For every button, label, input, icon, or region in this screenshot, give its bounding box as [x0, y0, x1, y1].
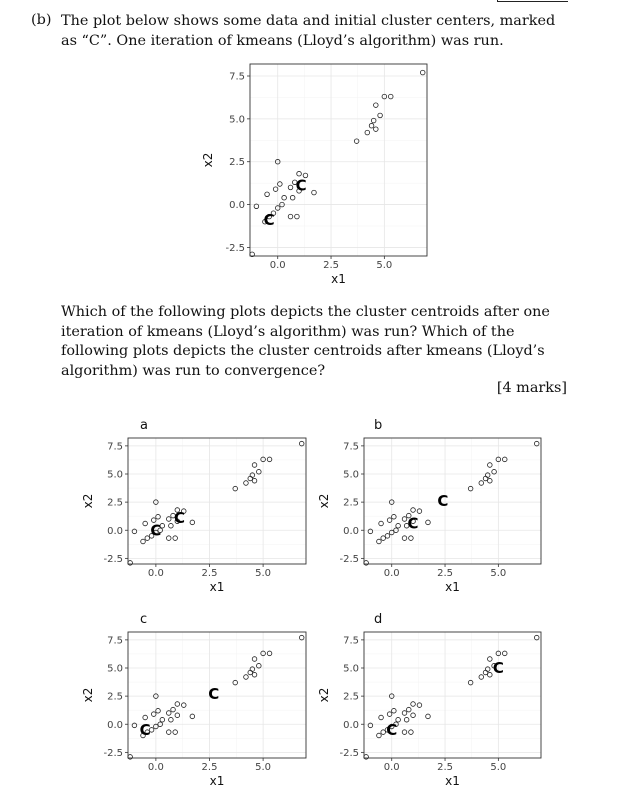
data-point: [402, 517, 407, 522]
x-axis-label: x1: [331, 272, 346, 286]
y-tick-label: 7.5: [343, 441, 359, 453]
marks-label: [4 marks]: [496, 380, 567, 396]
x-tick-label: 0.0: [383, 762, 400, 773]
data-point: [364, 755, 369, 760]
data-point: [252, 478, 257, 483]
y-tick-label: 7.5: [107, 441, 123, 453]
data-point: [402, 711, 407, 716]
data-point: [396, 523, 401, 528]
question-intro: The plot below shows some data and initial cluster centers, marked as “C”. One iteration of kmeans (Lloyd’s algorithm) was run.: [61, 13, 556, 49]
data-point: [377, 733, 382, 738]
plot-frame: [128, 438, 306, 564]
x-tick-label: 2.5: [437, 762, 453, 773]
data-point: [278, 182, 283, 187]
scatter-panel-c: [81, 612, 306, 788]
data-point: [417, 703, 422, 708]
y-axis-label: x2: [81, 687, 95, 703]
data-point: [420, 70, 425, 75]
panel-title: c: [140, 612, 148, 627]
y-tick-label: 5.0: [107, 663, 123, 675]
y-tick-label: 5.0: [107, 469, 123, 481]
y-tick-label: -2.5: [103, 747, 123, 759]
data-point: [468, 486, 473, 491]
data-point: [411, 713, 416, 718]
data-point: [267, 651, 272, 656]
cluster-center: C: [208, 684, 220, 703]
data-point: [252, 672, 257, 677]
data-point: [156, 708, 161, 713]
data-point: [244, 481, 249, 486]
data-point: [492, 469, 497, 474]
x-tick-label: 5.0: [490, 568, 507, 579]
x-tick-label: 2.5: [201, 762, 218, 773]
x-tick-label: 2.5: [323, 260, 339, 271]
data-point: [406, 707, 411, 712]
data-point: [409, 730, 414, 735]
x-tick-label: 2.5: [437, 568, 453, 579]
data-point: [265, 192, 270, 197]
data-point: [534, 635, 539, 640]
y-tick-label: 5.0: [343, 469, 359, 481]
data-point: [151, 712, 156, 717]
data-point: [387, 518, 392, 523]
y-tick-label: 5.0: [229, 114, 245, 126]
data-point: [483, 476, 488, 481]
data-point: [488, 672, 493, 677]
data-point: [190, 714, 195, 719]
data-point: [295, 214, 300, 219]
cluster-center: C: [150, 521, 162, 540]
x-axis-label: x1: [209, 580, 225, 594]
y-tick-label: 7.5: [107, 635, 123, 647]
y-tick-label: 2.5: [343, 497, 359, 509]
data-point: [141, 539, 146, 544]
cluster-center: C: [386, 720, 398, 739]
data-point: [166, 536, 171, 541]
data-point: [175, 702, 180, 707]
data-point: [488, 463, 493, 468]
x-tick-label: 0.0: [383, 568, 400, 579]
data-point: [374, 127, 379, 132]
data-point: [379, 715, 384, 720]
data-point: [233, 680, 238, 685]
data-point: [166, 711, 171, 716]
data-point: [364, 561, 369, 566]
data-point: [169, 523, 174, 528]
question-label: (b): [31, 12, 52, 28]
x-tick-label: 0.0: [147, 762, 164, 773]
plot-frame: [364, 438, 541, 564]
data-point: [369, 123, 374, 128]
data-point: [488, 657, 493, 662]
data-point: [411, 508, 416, 513]
data-point: [128, 755, 133, 760]
data-point: [273, 187, 278, 192]
x-tick-label: 5.0: [255, 762, 272, 773]
y-tick-label: 0.0: [107, 719, 123, 731]
y-tick-label: 0.0: [343, 525, 359, 537]
data-point: [299, 441, 304, 446]
data-point: [381, 730, 386, 735]
data-point: [297, 171, 302, 176]
cluster-center: C: [437, 492, 449, 510]
data-point: [299, 635, 304, 640]
data-point: [181, 703, 186, 708]
panel-title: b: [374, 418, 383, 433]
data-point: [143, 715, 148, 720]
data-point: [288, 214, 293, 219]
y-tick-label: -2.5: [103, 553, 123, 565]
data-point: [257, 469, 262, 474]
data-point: [354, 139, 359, 144]
x-axis-label: x1: [445, 774, 460, 788]
data-point: [312, 190, 317, 195]
data-point: [502, 457, 507, 462]
y-tick-label: -2.5: [339, 747, 359, 759]
data-point: [368, 723, 373, 728]
data-point: [288, 185, 293, 190]
data-point: [392, 708, 397, 713]
data-point: [468, 680, 473, 685]
y-axis-label: x2: [201, 152, 215, 168]
data-point: [368, 529, 373, 534]
data-point: [404, 717, 409, 722]
data-point: [175, 713, 180, 718]
data-point: [290, 195, 295, 200]
data-point: [160, 717, 165, 722]
data-point: [252, 657, 257, 662]
y-tick-label: 7.5: [343, 635, 359, 647]
data-point: [417, 509, 422, 514]
scatter-panel-initial: [201, 64, 427, 286]
y-tick-label: 5.0: [343, 663, 359, 675]
data-point: [365, 130, 370, 135]
x-axis-label: x1: [209, 774, 225, 788]
scatter-panel-a: [81, 418, 306, 594]
data-point: [145, 536, 150, 541]
data-point: [402, 536, 407, 541]
panel-title: d: [374, 612, 383, 627]
y-tick-label: 2.5: [229, 157, 245, 169]
y-tick-label: -2.5: [225, 242, 245, 254]
cluster-center: C: [407, 514, 419, 533]
data-point: [250, 667, 255, 672]
data-point: [409, 536, 414, 541]
cluster-center: C: [263, 211, 275, 229]
x-tick-label: 2.5: [201, 568, 218, 579]
data-point: [143, 521, 148, 526]
panel-title: a: [140, 418, 148, 433]
data-point: [233, 486, 238, 491]
scatter-panel-d: [317, 612, 541, 788]
data-point: [190, 520, 195, 525]
data-point: [282, 195, 287, 200]
y-tick-label: 0.0: [343, 719, 359, 731]
data-point: [411, 702, 416, 707]
y-tick-label: 0.0: [229, 200, 245, 212]
data-point: [378, 113, 383, 118]
data-point: [479, 481, 484, 486]
data-point: [252, 463, 257, 468]
data-point: [173, 536, 178, 541]
x-tick-label: 5.0: [255, 568, 272, 579]
cluster-center: C: [492, 659, 504, 677]
y-axis-label: x2: [317, 493, 331, 509]
x-tick-label: 5.0: [490, 762, 507, 773]
data-point: [171, 707, 176, 712]
data-point: [381, 536, 386, 541]
data-point: [257, 663, 262, 668]
y-axis-label: x2: [317, 687, 331, 703]
data-point: [479, 675, 484, 680]
y-tick-label: -2.5: [339, 553, 359, 565]
y-tick-label: 2.5: [343, 691, 359, 703]
y-tick-label: 0.0: [107, 525, 123, 537]
data-point: [485, 667, 490, 672]
data-point: [173, 730, 178, 735]
data-point: [374, 103, 379, 108]
y-tick-label: 2.5: [107, 691, 123, 703]
y-tick-label: 7.5: [229, 71, 245, 83]
data-point: [166, 730, 171, 735]
data-point: [392, 514, 397, 519]
x-tick-label: 0.0: [269, 260, 286, 271]
data-point: [169, 717, 174, 722]
data-point: [485, 473, 490, 478]
data-point: [156, 514, 161, 519]
x-axis-label: x1: [445, 580, 460, 594]
cluster-center: C: [173, 508, 185, 527]
data-point: [402, 730, 407, 735]
data-point: [388, 94, 393, 99]
cluster-center: C: [295, 176, 307, 195]
scatter-panel-b: [317, 418, 541, 594]
data-point: [132, 529, 137, 534]
data-point: [166, 517, 171, 522]
y-tick-label: 2.5: [107, 497, 123, 509]
data-point: [128, 561, 133, 566]
data-point: [502, 651, 507, 656]
data-point: [385, 534, 390, 539]
data-point: [250, 473, 255, 478]
cluster-center: C: [139, 720, 151, 739]
y-axis-label: x2: [81, 493, 95, 509]
x-tick-label: 0.0: [147, 568, 164, 579]
data-point: [248, 476, 253, 481]
data-point: [267, 457, 272, 462]
data-point: [488, 478, 493, 483]
data-point: [132, 723, 137, 728]
data-point: [387, 712, 392, 717]
data-point: [379, 521, 384, 526]
plot-frame: [364, 632, 541, 758]
x-tick-label: 5.0: [376, 260, 393, 271]
data-point: [534, 441, 539, 446]
question-prompt: Which of the following plots depicts the cluster centroids after one iteration of kmeans (Lloyd’s algorithm) was run? Which of the following plots depicts the cluster centroids after kmeans (Lloyd’s algorithm) was run to convergence?: [61, 304, 550, 379]
data-point: [248, 670, 253, 675]
data-point: [244, 675, 249, 680]
data-point: [377, 539, 382, 544]
data-point: [426, 714, 431, 719]
data-point: [426, 520, 431, 525]
data-point: [483, 670, 488, 675]
